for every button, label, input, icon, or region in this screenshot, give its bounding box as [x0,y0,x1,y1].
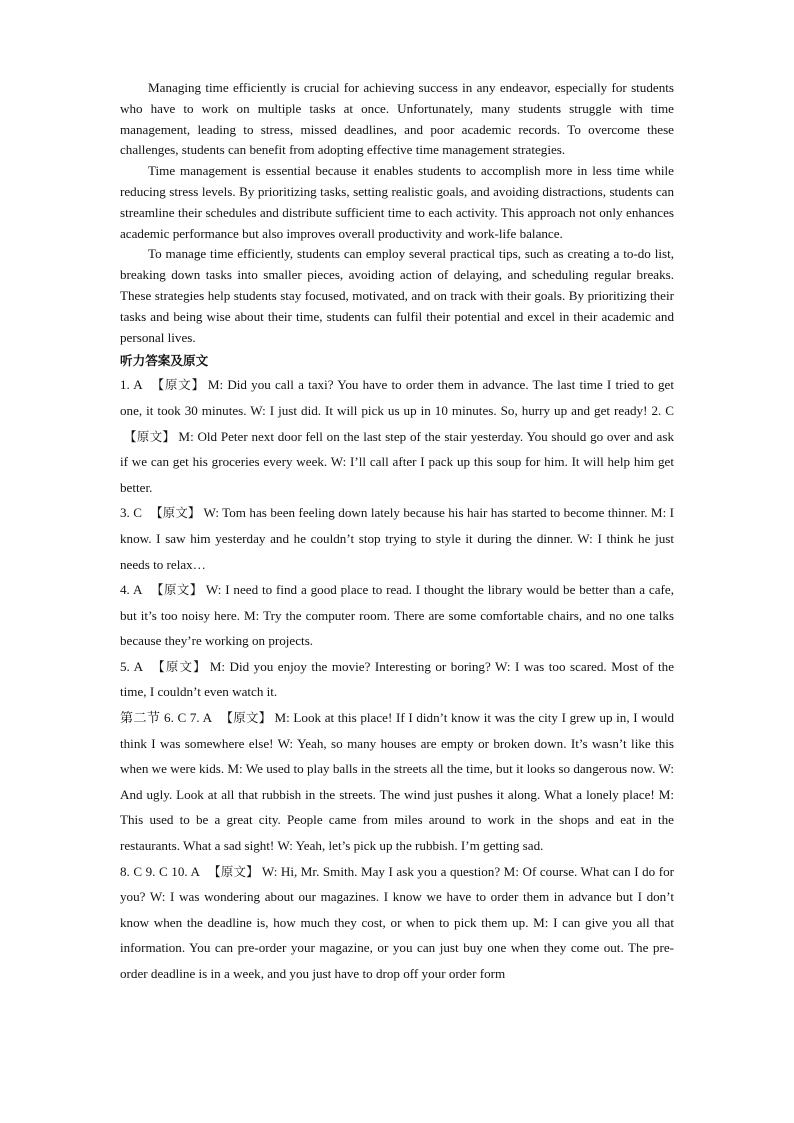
reading-passage [120,78,674,348]
answer-number: 1. A [120,377,143,393]
answer-item-8-10 [120,859,674,987]
passage-paragraph-2: Time management is essential because it enables students to accomplish more in less time while reducing stress levels. By prioritizing tasks, setting realistic goals, and avoiding distractions, students can streamline their schedules and distribute sufficient time to each activity. This approach not only enhances academic performance but also improves overall productivity and work-life balance. [120,163,674,241]
answer-transcript: W: Hi, Mr. Smith. May I ask you a question? M: Of course. What can I do for you? W: I was wondering about our magazines. I know we have to order them in advance but I don’t know when the deadline is, how much they cost, or when to pick them up. M: I can give you all that information. You can pre-order your magazine, or you can just buy one when they come out. The pre-order deadline is in a week, and you just have to drop off your order form [120,863,675,982]
answer-number: 3. C [120,505,143,521]
transcript-tag: 【原文】 [151,658,207,674]
listening-answers [120,372,674,986]
answer-number: 第二节 6. C 7. A [120,710,213,726]
transcript-tag: 【原文】 [150,582,203,598]
transcript-tag: 【原文】 [124,428,176,444]
passage-paragraph-3: To manage time efficiently, students can employ several practical tips, such as creating a to-do list, breaking down tasks into smaller pieces, avoiding action of delaying, and scheduling regular breaks. These strategies help students stay focused, motivated, and on track with their goals. By prioritizing their tasks and being wise about their time, students can fulfil their potential and excel in their academic and personal lives. [120,246,674,345]
listening-heading: 听力答案及原文 [120,353,209,369]
answer-item-6-7 [120,705,674,859]
answer-item-1-2 [120,372,674,500]
passage-paragraph-1: Managing time efficiently is crucial for achieving success in any endeavor, especially for students who have to work on multiple tasks at once. Unfortunately, many students struggle with time management, leading to stress, missed deadlines, and poor academic records. To overcome these challenges, students can benefit from adopting effective time management strategies. [120,80,674,158]
transcript-tag: 【原文】 [207,863,259,879]
answer-number: 5. A [120,658,144,674]
answer-number: 8. C 9. C 10. A [120,863,200,879]
answer-transcript: W: I need to find a good place to read. I thought the library would be better than a cafe, but it’s too noisy here. M: Try the computer room. There are some comfortable chairs, and no one talks because they’re working on projects. [120,582,675,649]
document-page [120,78,674,987]
answer-item-5 [120,654,674,705]
answer-transcript: W: Tom has been feeling down lately because his hair has started to become thinner. M: I know. I saw him yesterday and he couldn’t stop trying to style it during the dinner. W: I think he just needs to relax… [120,505,675,572]
transcript-tag: 【原文】 [150,377,205,393]
answer-transcript: M: Old Peter next door fell on the last step of the stair yesterday. You should go over and ask if we can get his groceries every week. W: I’ll call after I pack up this soup for him. It will help him get better. [120,428,675,495]
answer-transcript: M: Look at this place! If I didn’t know it was the city I grew up in, I would think I was somewhere else! W: Yeah, so many houses are empty or broken down. It’s wasn’t like this when we were kids. M: We used to play balls in the streets all the time, but it looks so dangerous now. W: And ugly. Look at all that rubbish in the streets. The wind just pushes it along. What a lonely place! M: This used to be a great city. People came from miles around to work in the shops and eat in the restaurants. What a sad sight! W: Yeah, let’s pick up the rubbish. I’m getting sad. [120,710,675,854]
answer-transcript: M: Did you enjoy the movie? Interesting or boring? W: I was too scared. Most of the time, I couldn’t even watch it. [120,658,675,700]
answer-transcript: M: Did you call a taxi? You have to order them in advance. The last time I tried to get one, it took 30 minutes. W: I just did. It will pick us up in 10 minutes. So, hurry up and get ready! 2. C [120,377,675,418]
transcript-tag: 【原文】 [150,505,201,521]
transcript-tag: 【原文】 [220,710,272,726]
answer-number: 4. A [120,582,143,598]
answer-item-4 [120,577,674,654]
answer-item-3 [120,500,674,577]
